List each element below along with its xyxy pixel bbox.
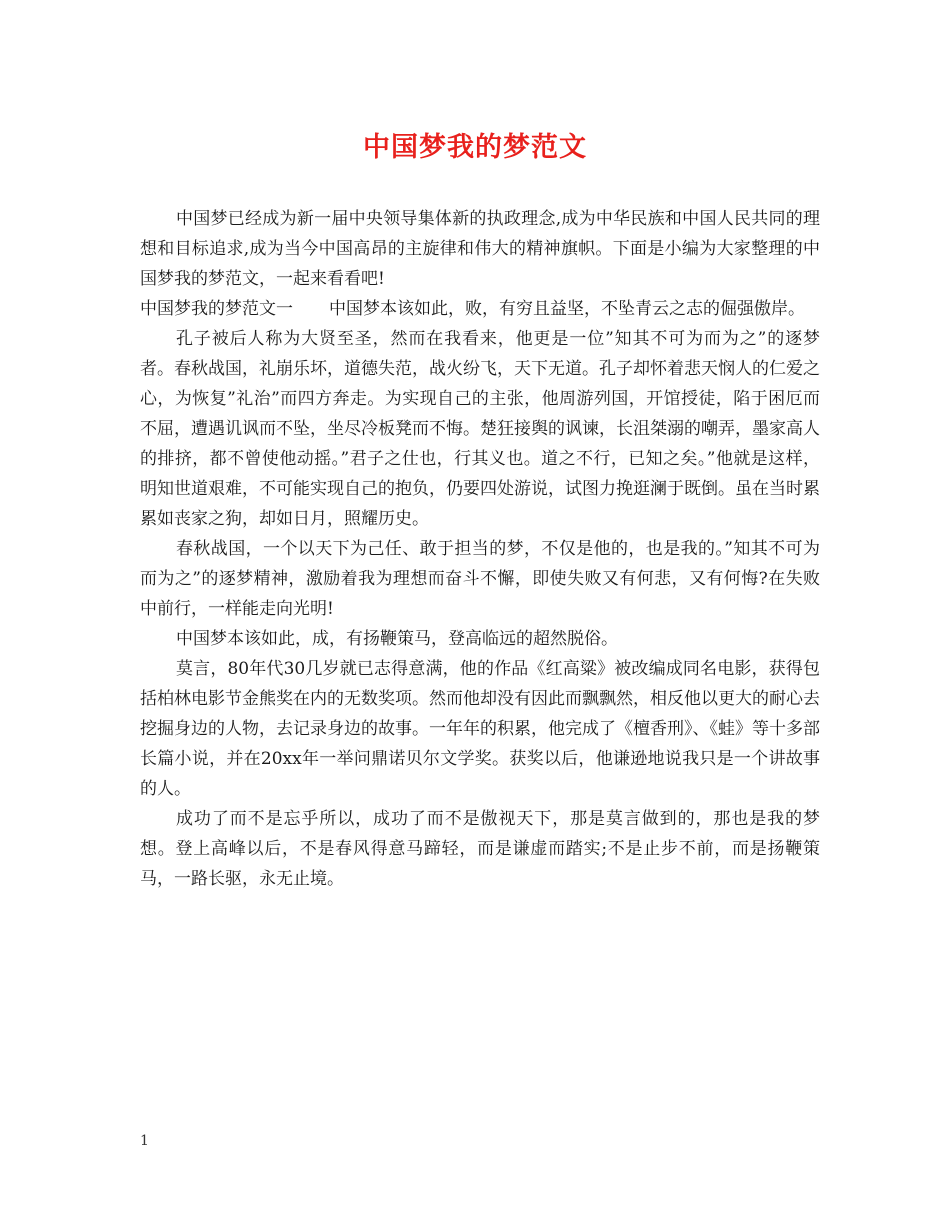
moyan-paragraph: 莫言，80年代30几岁就已志得意满，他的作品《红高粱》被改编成同名电影，获得包括柏林电影节金熊奖在内的无数奖项。然而他却没有因此而飘飘然，相反他以更大的耐心去挖掘身边的人物，去记录身边的故事。一年年的积累，他完成了《檀香刑》、《蛙》等十多部长篇小说，并在20xx年一举问鼎诺贝尔文学奖。获奖以后，他谦逊地说我只是一个讲故事的人。 bbox=[140, 659, 820, 799]
document-body bbox=[140, 204, 820, 894]
dream-spirit-paragraph: 春秋战国，一个以天下为己任、敢于担当的梦，不仅是他的，也是我的。”知其不可为而为之”的逐梦精神，激励着我为理想而奋斗不懈，即使失败又有何悲，又有何悔?在失败中前行，一样能走向光明! bbox=[140, 539, 820, 619]
essay-one-text: 中国梦本该如此，败，有穷且益坚，不坠青云之志的倔强傲岸。 bbox=[329, 299, 805, 319]
page-number: 1 bbox=[140, 1133, 149, 1149]
essay-one-paragraph bbox=[140, 294, 820, 324]
success-intro-paragraph: 中国梦本该如此，成，有扬鞭策马，登高临远的超然脱俗。 bbox=[176, 629, 618, 649]
document-title: 中国梦我的梦范文 bbox=[363, 132, 587, 163]
essay-heading: 中国梦我的梦范文一 bbox=[140, 299, 293, 319]
intro-paragraph: 中国梦已经成为新一届中央领导集体新的执政理念,成为中华民族和中国人民共同的理想和目标追求,成为当今中国高昂的主旋律和伟大的精神旗帜。下面是小编为大家整理的中国梦我的梦范文，一起来看看吧! bbox=[140, 209, 820, 289]
conclusion-paragraph: 成功了而不是忘乎所以，成功了而不是傲视天下，那是莫言做到的，那也是我的梦想。登上高峰以后，不是春风得意马蹄轻，而是谦虚而踏实;不是止步不前，而是扬鞭策马，一路长驱，永无止境。 bbox=[140, 809, 820, 889]
confucius-paragraph: 孔子被后人称为大贤至圣，然而在我看来，他更是一位”知其不可为而为之”的逐梦者。春秋战国，礼崩乐坏，道德失范，战火纷飞，天下无道。孔子却怀着悲天悯人的仁爱之心，为恢复”礼治”而四方奔走。为实现自己的主张，他周游列国，开馆授徒，陷于困厄而不屈，遭遇讥讽而不坠，坐尽冷板凳而不悔。楚狂接舆的讽谏，长沮桀溺的嘲弄，墨家高人的排挤，都不曾使他动摇。”君子之仕也，行其义也。道之不行，已知之矣。”他就是这样，明知世道艰难，不可能实现自己的抱负，仍要四处游说，试图力挽逛澜于既倒。虽在当时累累如丧家之狗，却如日月，照耀历史。 bbox=[140, 329, 820, 529]
